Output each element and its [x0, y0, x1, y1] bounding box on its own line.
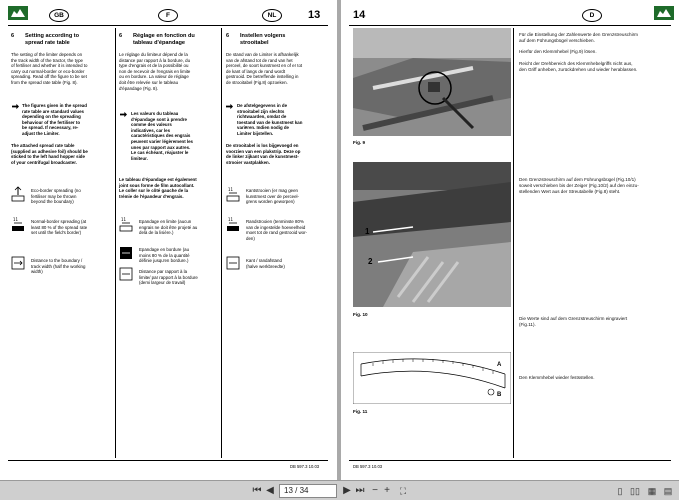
legend-line: set until the field's border)	[31, 230, 82, 235]
text-block-tighten-lever	[519, 375, 595, 381]
note-line: indicatives, car les	[131, 127, 171, 133]
previous-page-button[interactable]: ◀	[266, 485, 274, 496]
viewer-toolbar	[0, 480, 679, 500]
body-text-f	[119, 52, 217, 91]
note-line: de linker zijkant van de kunstmest-	[226, 154, 299, 160]
note-line: voorzien van een plakstrip. Deze op	[226, 148, 301, 154]
text-line: Den Klemmhebel wieder festsstellen.	[519, 375, 595, 380]
brand-logo-icon	[654, 6, 674, 20]
note-line: comme des valeurs	[131, 122, 172, 128]
fig-11-caption: Fig. 11	[353, 409, 368, 414]
note-line: be spread. If necessary, re-	[22, 125, 79, 131]
zoom-out-icon[interactable]: −	[372, 485, 378, 496]
body-line: The setting of the limiter depends on	[11, 52, 83, 57]
legend-line: moet tot de rand gestrooid wor-	[246, 230, 308, 235]
next-page-button[interactable]: ▶	[343, 485, 351, 496]
eco-border-icon	[119, 216, 133, 232]
page-13: GB F NL 13 6 Setting according to spread rate table The setting of the limiter depends on the track width of the tractor, the type of fertiliser and whether it is intended to carry out normal-border or eco-border spreading. Read off the figure to be set from the spread rate table (Fig. 8). The figures given in the spread rate table are standard values depending on the spreading behaviour of the fertiliser to be spread. If necessary, re- adjust the Limiter. The attached spread rate table (supplied as adhesive foil) should be sticked to the left hand hopper side of your centrifugal broadcaster. 6 Réglage en fonction du tableau d'épandage Le réglage du limiteur dépend de la distance par rapport à la bordure, du type d'engrais et de la possibilité ou non de recevoir de l'engrais en limite ou en bordure. La valeur de réglage doit être relevée sur le tableau d'épandage (Fig. 8). Les valeurs du tableau d'épandage sont à prendre comme des valeurs indicatives, car les caractéristiques des engrais peuvent varier légèrement les unes par rapport aux autres. Le cas échéant, réajuster le limiteur. Le tableau d'épandage est également joint sous forme de film autocollant. Le coller sur le côté gauche de la trémie de l'épandeur d'engrais. 6 Instellen volgens strooitabel De stand van de Limiter is afhankelijk van de afstand tot de rand van het perceel, de soort kunstmest en of er tot de kant of langs de rand wordt gestrooid. De betreffende instelling in de strooitabel (Fig.8) opzoeken. De afstelgegevens in de strooitabel zijn slechts richtwaarden, omdat de toestand van de kunstmest kan variëren. Indien nodig de Limiter bijstellen. De strooitabel is los bijgevoegd en voorzien van een plakstrip. Deze op de linker zijkant van de kunstmest- strooier vastplakken. 11 11 11 11 Eco-border spreading (no fertiliser may be thrown beyond the boundary) Normal-border spreading (at least 80 % of the spread rate set until the field's border) Distance to the boundary / track width (half the working width) Epandage en limite (aucun engrais ne doit être projeté au delà de la lisière.) Epandage en bordure (au moins 80 % de la quantité définie jusqu'en bordure.) Distance par rapport à la limite/ par rapport à la bordure (demi largeur de travail) Kantstrooien (er mag geen kunstmest over de perceel- grens worden geworpen) Randstrooien (tenminste 80% van de ingestelde hoeveelheid moet tot de rand gestrooid wor- den) Kant / randafstand (halve werkbreedte) DB 597.3 10.03	[0, 0, 337, 480]
text-line: soweit verschieben bis der Zeiger (Fig.10/2) auf den einzu-	[519, 183, 639, 188]
body-line: de kant of langs de rand wordt	[226, 68, 286, 74]
fig-11-label-b: B	[497, 392, 502, 398]
normal-border-icon	[226, 216, 240, 232]
text-block-adjust	[519, 32, 638, 44]
note-sticker-f	[119, 177, 217, 199]
fig-10-photo	[353, 162, 511, 307]
legend-eco-border-nl	[246, 188, 328, 205]
legend-line: (demi largeur de travail)	[139, 280, 186, 285]
body-line: distance par rapport à la bordure, du	[119, 57, 191, 63]
note-line: De afstelgegevens in de	[237, 103, 288, 108]
eco-border-icon	[226, 186, 240, 202]
note-line: The figures given in the spread	[22, 103, 87, 108]
legend-line: Epandage en limite (aucun	[139, 219, 192, 224]
zoom-in-icon[interactable]: +	[384, 485, 390, 496]
note-line: Limiter bijstellen.	[237, 130, 274, 136]
text-line: Reicht der Drehbereich des Klemmhebelgriffs nicht aus,	[519, 61, 633, 66]
svg-text:11: 11	[228, 217, 234, 222]
fig-9-caption: Fig. 9	[353, 140, 365, 145]
legend-normal-border-f	[139, 247, 219, 264]
body-line: from the spread rate table (Fig. 8).	[11, 79, 78, 85]
legend-line: beyond the boundary)	[31, 199, 74, 204]
fig-10-label-1: 1	[365, 227, 370, 236]
body-line: doit être relevée sur le tableau	[119, 79, 179, 85]
note-line: Le coller sur le côté gauche de la	[119, 188, 189, 194]
legend-line: width)	[31, 269, 43, 274]
legend-boundary-distance-f	[139, 269, 219, 286]
note-line: trémie de l'épandeur d'engrais.	[119, 193, 184, 199]
legend-line: Distance to the boundary /	[31, 258, 83, 263]
note-line: Les valeurs du tableau	[131, 111, 179, 116]
note-line: adjust the Limiter.	[22, 130, 60, 136]
body-line: carry out normal-border or eco-border	[11, 68, 85, 74]
note-line: Le tableau d'épandage est également	[119, 177, 197, 182]
legend-line: least 80 % of the spread rate	[31, 224, 88, 230]
brand-logo-icon	[8, 6, 28, 20]
legend-line: limite/ par rapport à la bordure	[139, 274, 198, 280]
note-line: richtwaarden, omdat de	[237, 114, 287, 120]
legend-line: Epandage en bordure (au	[139, 247, 190, 252]
legend-normal-border-gb	[31, 219, 113, 236]
body-line: Le réglage du limiteur dépend de la	[119, 52, 188, 57]
text-line: Hierfür den Klemmhebel (Fig.9) lösen.	[519, 49, 597, 54]
footer-doc-number: DB 597.3 10.03	[290, 464, 320, 469]
body-line: type d'engrais et de la possibilité ou	[119, 63, 189, 69]
header-rule	[349, 25, 671, 26]
footer-rule	[349, 460, 671, 461]
legend-normal-border-nl	[246, 219, 328, 241]
note-line: strooitabel zijn slechts	[237, 108, 285, 114]
fig-11-drawing	[353, 352, 511, 404]
text-line: auf dem Führungsbügel verschieben.	[519, 38, 595, 43]
body-line: of fertiliser and whether it is intended to	[11, 63, 88, 69]
boundary-distance-icon	[11, 255, 25, 271]
note-line: limiteur.	[131, 155, 148, 161]
legend-line: Kant / randafstand	[246, 258, 282, 263]
body-line: gestrooid. De betreffende instelling in	[226, 74, 299, 80]
body-text-gb	[11, 52, 111, 86]
note-line: joint sous forme de film autocollant.	[119, 182, 195, 188]
text-block-move-shield	[519, 177, 639, 195]
text-line: Für die Einstellung der Zahlenwerte den Grenzstreuschirm	[519, 32, 638, 37]
note-line: caractéristiques des engrais	[131, 133, 191, 139]
fig-10-label-2: 2	[368, 257, 373, 266]
body-line: spreading. Read off the figure to be set	[11, 74, 87, 80]
legend-boundary-distance-gb	[31, 258, 113, 275]
legend-eco-border-f	[139, 219, 219, 236]
column-divider	[513, 28, 514, 458]
pointing-hand-icon	[12, 103, 19, 110]
legend-line: den)	[246, 235, 255, 241]
body-line: ou en bordure. La valeur de réglage	[119, 74, 189, 80]
thumbnails-icon[interactable]: ▤	[663, 486, 673, 496]
note-line: behaviour of the fertiliser to	[22, 119, 81, 125]
grid-view-icon[interactable]: ▦	[647, 486, 657, 496]
body-line: d'épandage (Fig. 8).	[119, 85, 159, 91]
body-line: non de recevoir de l'engrais en limite	[119, 68, 191, 74]
text-block-release-lever	[519, 49, 597, 55]
text-line: Die Werte sind auf dem Grenzstreuschirm eingraviert	[519, 316, 628, 321]
legend-line: Eco-border spreading (no	[31, 188, 81, 193]
legend-line: Randstrooien (tenminste 80%	[246, 219, 304, 224]
lang-badge-nl: NL	[262, 9, 282, 22]
page-number: 13	[308, 9, 321, 21]
column-divider	[115, 28, 116, 458]
svg-text:11: 11	[228, 187, 234, 192]
legend-line: track width (half the working	[31, 263, 86, 269]
lang-badge-f: F	[158, 9, 178, 22]
legend-line: delà de la lisière.)	[139, 230, 174, 235]
fig-10-caption: Fig. 10	[353, 312, 368, 317]
column-divider	[221, 28, 222, 458]
legend-line: grens worden geworpen)	[246, 199, 295, 204]
body-line: perceel, de soort kunstmest en of er tot	[226, 63, 303, 69]
text-block-lever-range	[519, 61, 637, 73]
footer-doc-number: DB 597.3 10.03	[353, 464, 383, 469]
fig-9-photo	[353, 28, 511, 136]
page-number: 14	[353, 9, 366, 21]
legend-line: van de ingestelde hoeveelheid	[246, 224, 306, 230]
legend-line: Distance par rapport à la	[139, 269, 188, 274]
single-page-icon[interactable]: ▯	[617, 486, 623, 496]
note-line: sticked to the left hand hopper side	[11, 154, 85, 160]
header-rule	[8, 25, 328, 26]
legend-line: fertiliser may be thrown	[31, 193, 77, 199]
svg-text:11: 11	[121, 217, 127, 222]
body-line: De stand van de Limiter is afhankelijk	[226, 52, 299, 57]
pointing-hand-icon	[120, 111, 127, 118]
text-block-engraved-values	[519, 316, 627, 328]
body-text-nl	[226, 52, 326, 86]
text-line: stellenden Wert aus der Streutabelle (Fig.8) steht.	[519, 189, 621, 194]
legend-line: Normal-border spreading (at	[31, 219, 87, 224]
note-line: unes par rapport aux autres.	[131, 144, 191, 150]
legend-boundary-distance-nl	[246, 258, 328, 269]
body-line: van de afstand tot de rand van het	[226, 57, 293, 63]
note-sticker-gb	[11, 143, 111, 165]
text-line: Den Grenzstreuschirm auf dem Führungsbügel (Fig.10/1)	[519, 177, 636, 182]
last-page-button[interactable]: ⏭	[355, 485, 365, 496]
note-line: variëren. Indien nodig de	[237, 125, 289, 131]
eco-border-icon	[11, 186, 25, 202]
boundary-distance-icon	[119, 266, 133, 282]
note-line: peuvent varier légèrement les	[131, 138, 193, 144]
normal-border-icon	[11, 216, 25, 232]
lang-badge-gb: GB	[49, 9, 69, 22]
note-line: (supplied as adhesive foil) should be	[11, 148, 88, 154]
boundary-distance-icon	[226, 255, 240, 271]
legend-eco-border-gb	[31, 188, 113, 205]
legend-line: définie jusqu'en bordure.)	[139, 258, 189, 263]
note-line: toestand van de kunstmest kan	[237, 119, 303, 125]
first-page-button[interactable]: ⏮	[252, 485, 262, 496]
normal-border-icon	[119, 245, 133, 261]
text-line: (Fig.11).	[519, 322, 536, 327]
fig-11-label-a: A	[497, 362, 502, 368]
legend-line: kunstmest over de perceel-	[246, 193, 299, 199]
body-line: de strooitabel (Fig.8) opzoeken.	[226, 79, 288, 85]
footer-rule	[8, 460, 328, 461]
svg-text:11: 11	[13, 217, 19, 222]
note-sticker-nl	[226, 143, 326, 165]
note-gb	[22, 103, 111, 137]
note-line: strooier vastplakken.	[226, 159, 270, 165]
lang-badge-d: D	[582, 9, 602, 22]
note-line: depending on the spreading	[22, 114, 81, 120]
two-page-icon[interactable]: ▯▯	[630, 486, 640, 496]
note-f	[131, 111, 217, 161]
note-line: De strooitabel is los bijgevoegd en	[226, 143, 299, 148]
legend-line: (halve werkbreedte)	[246, 263, 285, 269]
text-line: den Griff anheben, zurückdrehen und wieder herablassen.	[519, 67, 638, 72]
page-number-input[interactable]: 13 / 34	[279, 484, 337, 498]
body-line: the track width of the tractor, the type	[11, 57, 83, 63]
note-line: of your centrifugal broadcaster.	[11, 159, 77, 165]
note-line: The attached spread rate table	[11, 143, 75, 148]
legend-line: Kantstrooien (er mag geen	[246, 188, 298, 193]
note-line: Le cas échéant, réajuster le	[131, 150, 189, 156]
legend-line: moins 80 % de la quantité	[139, 252, 190, 258]
fullscreen-icon[interactable]: ⛶	[399, 486, 407, 496]
pointing-hand-icon	[226, 103, 233, 110]
note-nl	[237, 103, 326, 137]
legend-line: engrais ne doit être projeté au	[139, 224, 198, 230]
note-line: rate table are standard values	[22, 108, 84, 114]
note-line: d'épandage sont à prendre	[131, 116, 187, 122]
